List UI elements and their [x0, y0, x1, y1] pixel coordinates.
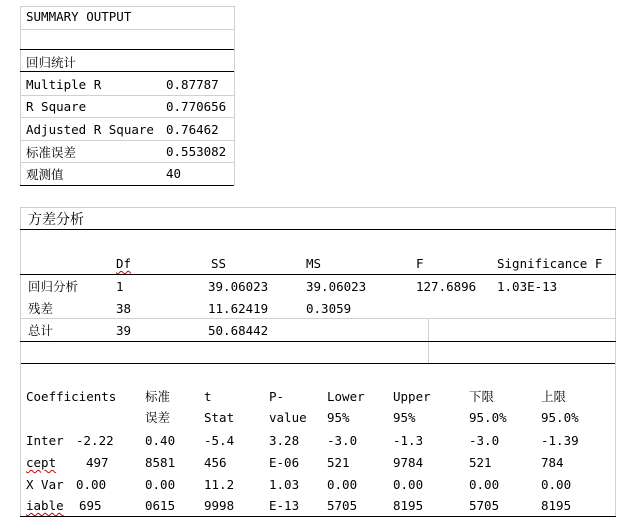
- anova-cell: 39: [116, 323, 132, 338]
- coef-cell: 8195: [541, 498, 572, 513]
- coef-header: P-: [269, 389, 285, 404]
- coef-cell: 521: [327, 455, 350, 470]
- coef-cell: 0.00: [327, 477, 358, 492]
- coef-header: 95.0%: [469, 410, 507, 425]
- coef-cell: 784: [541, 455, 564, 470]
- rule: [20, 229, 616, 230]
- coef-header: 下限: [469, 389, 495, 404]
- coef-cell: 521: [469, 455, 492, 470]
- coef-cell: -3.0: [469, 433, 500, 448]
- rule: [20, 274, 616, 275]
- coef-cell: 695: [79, 498, 102, 513]
- coef-header: 95%: [327, 410, 350, 425]
- stats-title: 回归统计: [26, 55, 77, 70]
- coef-cell: 1.03: [269, 477, 300, 492]
- coef-header: 95%: [393, 410, 416, 425]
- coef-header: value: [269, 410, 307, 425]
- gridline: [20, 29, 234, 30]
- coef-right-border: [615, 363, 616, 516]
- stat-label-observations: 观测值: [26, 167, 64, 182]
- coef-row-label: iable: [26, 498, 64, 513]
- coef-cell: 9784: [393, 455, 424, 470]
- gridline: [20, 318, 616, 319]
- rule: [20, 341, 616, 342]
- coef-header: t: [204, 389, 212, 404]
- anova-cell: 127.6896: [416, 279, 477, 294]
- coef-cell: E-06: [269, 455, 300, 470]
- stat-label-multiple-r: Multiple R: [26, 77, 102, 92]
- coef-cell: 0.00: [469, 477, 500, 492]
- coef-cell: 11.2: [204, 477, 235, 492]
- coef-cell: 456: [204, 455, 227, 470]
- coef-cell: -5.4: [204, 433, 235, 448]
- stat-value-r-square: 0.770656: [166, 99, 227, 114]
- coef-cell: 0.00: [393, 477, 424, 492]
- coef-cell: 3.28: [269, 433, 300, 448]
- coef-header: Stat: [204, 410, 235, 425]
- anova-top-border: [20, 207, 616, 208]
- gridline: [20, 117, 234, 118]
- anova-header-df: Df: [116, 256, 132, 271]
- stat-label-standard-error: 标准误差: [26, 145, 77, 160]
- coef-row-label: Inter: [26, 433, 64, 448]
- gridline: [20, 162, 234, 163]
- anova-cell: 11.62419: [208, 301, 269, 316]
- coef-cell: 5705: [327, 498, 358, 513]
- coef-header: 误差: [145, 410, 171, 425]
- stat-value-adjusted-r-square: 0.76462: [166, 122, 219, 137]
- stat-value-standard-error: 0.553082: [166, 144, 227, 159]
- coef-cell: 0.00: [541, 477, 572, 492]
- anova-cell: 50.68442: [208, 323, 269, 338]
- coef-cell: 0.00: [76, 477, 107, 492]
- anova-header-f: F: [416, 256, 424, 271]
- anova-right-border: [615, 207, 616, 363]
- anova-cell: 38: [116, 301, 132, 316]
- coef-cell: -3.0: [327, 433, 358, 448]
- coef-row-label: cept: [26, 455, 57, 470]
- stat-label-adjusted-r-square: Adjusted R Square: [26, 122, 154, 137]
- anova-cell: 1.03E-13: [497, 279, 558, 294]
- coef-cell: 0.40: [145, 433, 176, 448]
- anova-header-ms: MS: [306, 256, 322, 271]
- rule: [20, 71, 234, 72]
- coef-header: Coefficients: [26, 389, 117, 404]
- anova-row-label-total: 总计: [28, 323, 54, 338]
- coef-cell: 0615: [145, 498, 176, 513]
- coef-header: Lower: [327, 389, 365, 404]
- coef-cell: E-13: [269, 498, 300, 513]
- coef-cell: -1.39: [541, 433, 579, 448]
- anova-left-border: [20, 207, 21, 363]
- anova-row-label-residual: 残差: [28, 301, 54, 316]
- coef-cell: 9998: [204, 498, 235, 513]
- anova-cell: 0.3059: [306, 301, 352, 316]
- coef-cell: 0.00: [145, 477, 176, 492]
- summary-top-border: [20, 6, 234, 7]
- coef-cell: 5705: [469, 498, 500, 513]
- rule: [20, 185, 234, 186]
- coef-left-border: [20, 363, 21, 516]
- stat-label-r-square: R Square: [26, 99, 87, 114]
- coef-row-label: X Var: [26, 477, 64, 492]
- stat-value-observations: 40: [166, 166, 182, 181]
- summary-right-border: [234, 6, 235, 185]
- rule: [20, 363, 616, 364]
- anova-cell: 39.06023: [208, 279, 269, 294]
- summary-title: SUMMARY OUTPUT: [26, 9, 132, 24]
- anova-title: 方差分析: [28, 212, 84, 228]
- coef-header: 上限: [541, 389, 567, 404]
- coef-header: 95.0%: [541, 410, 579, 425]
- rule: [20, 49, 234, 50]
- coef-header: Upper: [393, 389, 431, 404]
- coef-cell: 8195: [393, 498, 424, 513]
- anova-row-label-regression: 回归分析: [28, 279, 79, 294]
- coef-header: 标准: [145, 389, 171, 404]
- rule: [20, 516, 616, 517]
- coef-cell: -1.3: [393, 433, 424, 448]
- anova-header-significance-f: Significance F: [497, 256, 603, 271]
- stat-value-multiple-r: 0.87787: [166, 77, 219, 92]
- anova-cell: 39.06023: [306, 279, 367, 294]
- anova-cell: 1: [116, 279, 124, 294]
- anova-header-ss: SS: [211, 256, 227, 271]
- gridline: [20, 95, 234, 96]
- coef-cell: 497: [86, 455, 109, 470]
- coef-cell: 8581: [145, 455, 176, 470]
- coef-cell: -2.22: [76, 433, 114, 448]
- gridline: [20, 140, 234, 141]
